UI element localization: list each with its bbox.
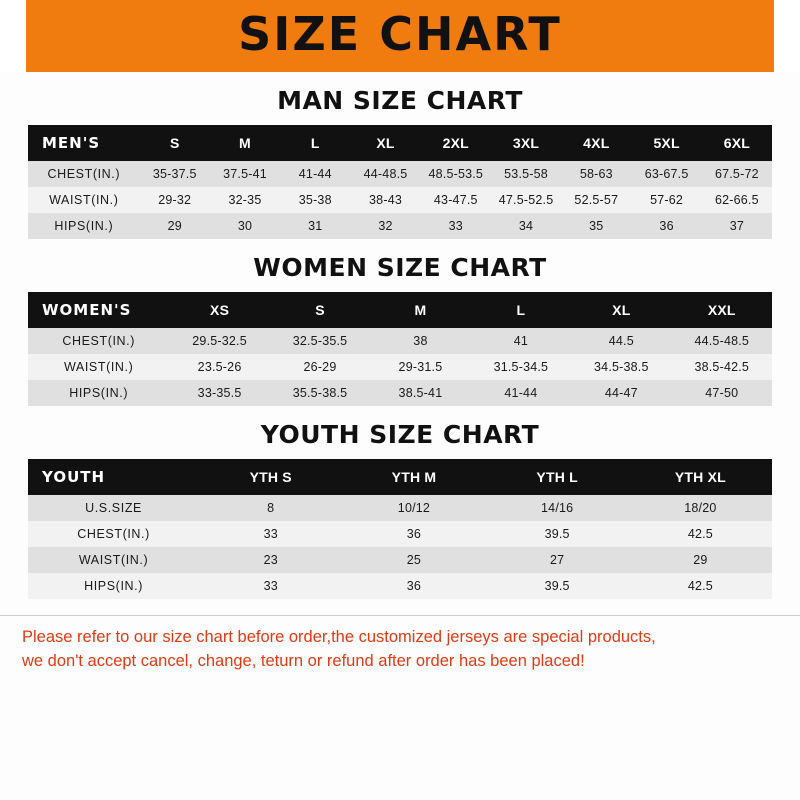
cell: 31 — [308, 219, 323, 233]
women-size-table — [28, 292, 772, 406]
cell: 34 — [518, 219, 534, 233]
cell: 35.5-38.5 — [292, 386, 348, 400]
table-header-row — [28, 292, 772, 328]
women-row-header-label: WOMEN'S — [28, 292, 169, 328]
men-size-section — [0, 86, 800, 239]
row-label: CHEST(IN.) — [47, 167, 121, 181]
cell: 37.5-41 — [223, 167, 267, 181]
banner-left-spacer — [0, 0, 26, 72]
men-section-title: MAN SIZE CHART — [277, 86, 523, 115]
cell: 44.5-48.5 — [694, 334, 750, 348]
row-label: HIPS(IN.) — [84, 579, 143, 593]
column-header: YTH S — [199, 459, 342, 495]
cell: 36 — [406, 527, 422, 541]
cell: 53.5-58 — [504, 167, 548, 181]
cell: 29 — [693, 553, 708, 567]
cell: 29-32 — [158, 193, 192, 207]
youth-size-section — [0, 420, 800, 599]
cell: 41-44 — [504, 386, 538, 400]
cell: 35-38 — [298, 193, 332, 207]
cell: 39.5 — [544, 579, 570, 593]
cell: 33-35.5 — [197, 386, 242, 400]
table-row — [28, 187, 772, 213]
table-row — [28, 573, 772, 599]
cell: 8 — [267, 501, 275, 515]
cell: 52.5-57 — [574, 193, 619, 207]
column-header: XL — [350, 125, 420, 161]
cell: 67.5-72 — [714, 167, 759, 181]
cell: 31.5-34.5 — [493, 360, 549, 374]
cell: 41 — [513, 334, 529, 348]
column-header: YTH L — [486, 459, 629, 495]
table-row — [28, 328, 772, 354]
column-header: 3XL — [491, 125, 561, 161]
men-row-header-label: MEN'S — [28, 125, 140, 161]
cell: 44.5 — [608, 334, 634, 348]
cell: 29-31.5 — [398, 360, 443, 374]
cell: 44-48.5 — [363, 167, 408, 181]
cell: 18/20 — [684, 501, 717, 515]
column-header: 6XL — [702, 125, 772, 161]
table-row — [28, 521, 772, 547]
cell: 25 — [406, 553, 422, 567]
footer-note-line-2: we don't accept cancel, change, teturn or refund after order has been placed! — [22, 651, 585, 670]
column-header: M — [210, 125, 280, 161]
cell: 33 — [448, 219, 463, 233]
column-header: L — [280, 125, 350, 161]
cell: 38-43 — [369, 193, 403, 207]
cell: 34.5-38.5 — [594, 360, 649, 374]
youth-size-table — [28, 459, 772, 599]
cell: 58-63 — [579, 167, 613, 181]
cell: 36 — [659, 219, 674, 233]
cell: 44-47 — [604, 386, 638, 400]
table-row — [28, 495, 772, 521]
cell: 30 — [237, 219, 253, 233]
cell: 62-66.5 — [714, 193, 759, 207]
table-header-row — [28, 125, 772, 161]
youth-row-header-label: YOUTH — [28, 459, 199, 495]
cell: 41-44 — [298, 167, 332, 181]
row-label: WAIST(IN.) — [78, 553, 149, 567]
youth-section-title: YOUTH SIZE CHART — [260, 420, 540, 449]
footer-note-line-1: Please refer to our size chart before order,the customized jerseys are special products, — [22, 628, 656, 646]
cell: 38.5-41 — [398, 386, 443, 400]
row-label: CHEST(IN.) — [62, 334, 136, 348]
cell: 32 — [378, 219, 393, 233]
cell: 47-50 — [705, 386, 739, 400]
row-label: HIPS(IN.) — [54, 219, 114, 233]
page-title: SIZE CHART — [238, 7, 562, 61]
column-header: XL — [571, 292, 671, 328]
men-size-table — [28, 125, 772, 239]
cell: 29 — [167, 219, 182, 233]
cell: 14/16 — [541, 501, 574, 515]
cell: 23.5-26 — [197, 360, 242, 374]
column-header: XS — [169, 292, 269, 328]
cell: 27 — [550, 553, 565, 567]
cell: 39.5 — [544, 527, 570, 541]
women-section-title: WOMEN SIZE CHART — [253, 253, 547, 282]
row-label: WAIST(IN.) — [63, 360, 134, 374]
cell: 36 — [406, 579, 422, 593]
column-header: L — [471, 292, 571, 328]
cell: 29.5-32.5 — [192, 334, 247, 348]
table-row — [28, 547, 772, 573]
cell: 32.5-35.5 — [292, 334, 348, 348]
women-size-section — [0, 253, 800, 406]
column-header: S — [270, 292, 370, 328]
cell: 38.5-42.5 — [694, 360, 750, 374]
cell: 42.5 — [687, 579, 713, 593]
column-header: XXL — [672, 292, 772, 328]
column-header: S — [140, 125, 210, 161]
cell: 37 — [729, 219, 745, 233]
row-label: HIPS(IN.) — [69, 386, 129, 400]
table-row — [28, 161, 772, 187]
row-label: CHEST(IN.) — [77, 527, 150, 541]
cell: 33 — [263, 579, 278, 593]
table-row — [28, 380, 772, 406]
cell: 35 — [589, 219, 604, 233]
banner-right-spacer — [774, 0, 800, 72]
column-header: YTH M — [342, 459, 485, 495]
cell: 33 — [263, 527, 278, 541]
row-label: U.S.SIZE — [85, 501, 142, 515]
cell: 63-67.5 — [644, 167, 689, 181]
column-header: 4XL — [561, 125, 631, 161]
column-header: YTH XL — [629, 459, 772, 495]
column-header: 2XL — [421, 125, 491, 161]
cell: 26-29 — [303, 360, 337, 374]
cell: 48.5-53.5 — [428, 167, 484, 181]
column-header: M — [370, 292, 470, 328]
cell: 32-35 — [228, 193, 262, 207]
cell: 38 — [413, 334, 428, 348]
row-label: WAIST(IN.) — [49, 193, 119, 207]
cell: 42.5 — [687, 527, 713, 541]
cell: 47.5-52.5 — [498, 193, 554, 207]
cell: 35-37.5 — [152, 167, 197, 181]
cell: 57-62 — [650, 193, 684, 207]
banner — [0, 0, 800, 72]
cell: 10/12 — [397, 501, 431, 515]
column-header: 5XL — [631, 125, 701, 161]
table-header-row — [28, 459, 772, 495]
cell: 23 — [263, 553, 278, 567]
cell: 43-47.5 — [433, 193, 478, 207]
footer-note — [0, 615, 800, 674]
table-row — [28, 213, 772, 239]
table-row — [28, 354, 772, 380]
